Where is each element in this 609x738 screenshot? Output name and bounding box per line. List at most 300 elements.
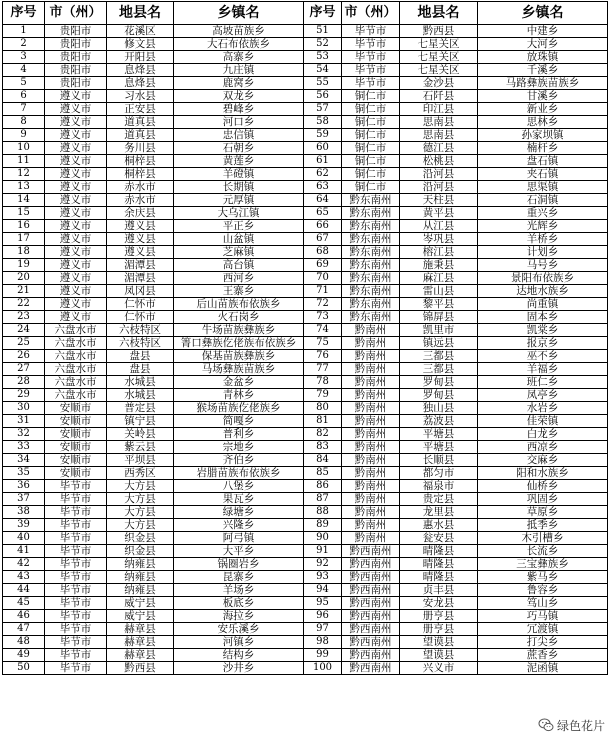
table-row (3, 532, 608, 545)
cell-county-right: 锦屏县 (400, 311, 478, 324)
cell-city-left: 六盘水市 (45, 376, 107, 389)
cell-county-right: 独山县 (400, 402, 478, 415)
cell-city-right: 毕节市 (342, 77, 400, 90)
cell-township-left: 高寨乡 (174, 51, 304, 64)
cell-township-left: 宗地乡 (174, 441, 304, 454)
cell-seq-right: 93 (304, 571, 342, 584)
cell-township-right: 紫马乡 (478, 571, 608, 584)
cell-township-right: 放珠镇 (478, 51, 608, 64)
cell-township-right: 西凉乡 (478, 441, 608, 454)
cell-city-left: 遵义市 (45, 116, 107, 129)
cell-seq-left: 23 (3, 311, 45, 324)
cell-township-left: 九庄镇 (174, 64, 304, 77)
cell-county-left: 息烽县 (107, 64, 174, 77)
table-row (3, 402, 608, 415)
cell-city-right: 黔南州 (342, 350, 400, 363)
cell-seq-left: 11 (3, 155, 45, 168)
cell-city-right: 黔西南州 (342, 636, 400, 649)
cell-city-right: 黔东南州 (342, 285, 400, 298)
cell-city-right: 黔西南州 (342, 649, 400, 662)
table-row (3, 324, 608, 337)
cell-seq-right: 82 (304, 428, 342, 441)
cell-township-right: 佳荣镇 (478, 415, 608, 428)
cell-city-left: 毕节市 (45, 662, 107, 675)
cell-seq-right: 51 (304, 25, 342, 38)
cell-county-left: 湄潭县 (107, 272, 174, 285)
cell-township-right: 达地水族乡 (478, 285, 608, 298)
cell-township-right: 鲁容乡 (478, 584, 608, 597)
cell-township-right: 石洞镇 (478, 194, 608, 207)
cell-township-left: 锅圈岩乡 (174, 558, 304, 571)
cell-seq-left: 12 (3, 168, 45, 181)
cell-city-left: 遵义市 (45, 285, 107, 298)
cell-county-right: 龙里县 (400, 506, 478, 519)
cell-seq-right: 53 (304, 51, 342, 64)
cell-township-left: 双龙乡 (174, 90, 304, 103)
cell-city-right: 黔南州 (342, 454, 400, 467)
cell-county-left: 大方县 (107, 506, 174, 519)
table-row (3, 38, 608, 51)
cell-township-right: 白龙乡 (478, 428, 608, 441)
cell-township-left: 羊场乡 (174, 584, 304, 597)
table-row (3, 350, 608, 363)
cell-township-left: 马场彝族苗族乡 (174, 363, 304, 376)
cell-township-left: 结构乡 (174, 649, 304, 662)
cell-township-right: 三宝彝族乡 (478, 558, 608, 571)
cell-city-left: 六盘水市 (45, 337, 107, 350)
cell-city-right: 铜仁市 (342, 129, 400, 142)
cell-city-right: 黔东南州 (342, 220, 400, 233)
cell-seq-left: 14 (3, 194, 45, 207)
cell-seq-left: 26 (3, 350, 45, 363)
cell-county-right: 晴隆县 (400, 558, 478, 571)
cell-seq-left: 39 (3, 519, 45, 532)
cell-township-left: 齐伯乡 (174, 454, 304, 467)
cell-seq-right: 62 (304, 168, 342, 181)
cell-city-left: 遵义市 (45, 220, 107, 233)
cell-county-right: 镇远县 (400, 337, 478, 350)
cell-county-right: 贞丰县 (400, 584, 478, 597)
cell-city-right: 毕节市 (342, 51, 400, 64)
cell-seq-left: 46 (3, 610, 45, 623)
cell-city-right: 黔西南州 (342, 545, 400, 558)
table-row (3, 207, 608, 220)
cell-seq-left: 17 (3, 233, 45, 246)
cell-township-left: 金盆乡 (174, 376, 304, 389)
cell-seq-left: 41 (3, 545, 45, 558)
cell-seq-right: 68 (304, 246, 342, 259)
cell-county-left: 遵义县 (107, 220, 174, 233)
cell-county-right: 望谟县 (400, 636, 478, 649)
cell-township-left: 山盆镇 (174, 233, 304, 246)
cell-township-right: 千溪乡 (478, 64, 608, 77)
cell-county-right: 印江县 (400, 103, 478, 116)
cell-county-right: 三都县 (400, 363, 478, 376)
table-row (3, 259, 608, 272)
cell-seq-right: 66 (304, 220, 342, 233)
cell-seq-left: 34 (3, 454, 45, 467)
cell-seq-left: 15 (3, 207, 45, 220)
cell-city-right: 黔东南州 (342, 272, 400, 285)
cell-county-left: 务川县 (107, 142, 174, 155)
cell-county-right: 德江县 (400, 142, 478, 155)
table-row (3, 415, 608, 428)
cell-township-right: 长流乡 (478, 545, 608, 558)
header-seq-right: 序号 (304, 2, 342, 25)
cell-city-right: 黔东南州 (342, 311, 400, 324)
cell-city-left: 遵义市 (45, 168, 107, 181)
cell-county-left: 道真县 (107, 129, 174, 142)
cell-city-left: 毕节市 (45, 506, 107, 519)
cell-city-right: 黔南州 (342, 376, 400, 389)
cell-city-right: 黔南州 (342, 493, 400, 506)
cell-county-left: 修文县 (107, 38, 174, 51)
cell-city-left: 毕节市 (45, 636, 107, 649)
cell-city-left: 安顺市 (45, 428, 107, 441)
table-row (3, 311, 608, 324)
cell-township-left: 普利乡 (174, 428, 304, 441)
table-row (3, 480, 608, 493)
cell-seq-left: 25 (3, 337, 45, 350)
cell-county-right: 望谟县 (400, 649, 478, 662)
cell-county-right: 册亨县 (400, 610, 478, 623)
cell-seq-left: 36 (3, 480, 45, 493)
table-row (3, 493, 608, 506)
cell-township-left: 火石岗乡 (174, 311, 304, 324)
cell-seq-right: 91 (304, 545, 342, 558)
cell-seq-left: 21 (3, 285, 45, 298)
table-row (3, 454, 608, 467)
cell-city-right: 黔南州 (342, 467, 400, 480)
cell-city-left: 毕节市 (45, 571, 107, 584)
cell-city-right: 黔南州 (342, 519, 400, 532)
cell-seq-right: 58 (304, 116, 342, 129)
cell-county-left: 遵义县 (107, 246, 174, 259)
cell-county-left: 纳雍县 (107, 584, 174, 597)
cell-seq-right: 92 (304, 558, 342, 571)
cell-city-left: 六盘水市 (45, 389, 107, 402)
cell-city-right: 毕节市 (342, 38, 400, 51)
cell-seq-right: 74 (304, 324, 342, 337)
cell-county-right: 瓮安县 (400, 532, 478, 545)
cell-city-left: 贵阳市 (45, 77, 107, 90)
cell-city-left: 毕节市 (45, 519, 107, 532)
cell-township-right: 冗渡镇 (478, 623, 608, 636)
cell-seq-left: 24 (3, 324, 45, 337)
cell-city-left: 毕节市 (45, 623, 107, 636)
cell-township-right: 盘石镇 (478, 155, 608, 168)
cell-city-left: 安顺市 (45, 402, 107, 415)
cell-county-left: 织金县 (107, 545, 174, 558)
cell-county-right: 天柱县 (400, 194, 478, 207)
cell-township-left: 河口乡 (174, 116, 304, 129)
cell-county-left: 赫章县 (107, 636, 174, 649)
cell-seq-right: 76 (304, 350, 342, 363)
cell-township-right: 抵季乡 (478, 519, 608, 532)
table-row (3, 103, 608, 116)
cell-county-left: 水城县 (107, 389, 174, 402)
cell-seq-right: 81 (304, 415, 342, 428)
cell-seq-left: 20 (3, 272, 45, 285)
cell-city-right: 黔西南州 (342, 558, 400, 571)
cell-county-left: 赫章县 (107, 623, 174, 636)
cell-township-left: 王寨乡 (174, 285, 304, 298)
table-row (3, 662, 608, 675)
table-row (3, 246, 608, 259)
cell-county-right: 榕江县 (400, 246, 478, 259)
cell-seq-left: 6 (3, 90, 45, 103)
cell-county-left: 大方县 (107, 519, 174, 532)
cell-seq-left: 4 (3, 64, 45, 77)
cell-city-right: 黔西南州 (342, 571, 400, 584)
cell-county-left: 仁怀市 (107, 298, 174, 311)
table-row (3, 597, 608, 610)
cell-township-left: 鹿窝乡 (174, 77, 304, 90)
cell-township-right: 巧马镇 (478, 610, 608, 623)
cell-county-right: 晴隆县 (400, 545, 478, 558)
cell-city-right: 黔南州 (342, 363, 400, 376)
cell-township-left: 黄莲乡 (174, 155, 304, 168)
cell-county-left: 赤水市 (107, 194, 174, 207)
table-row (3, 25, 608, 38)
cell-seq-left: 35 (3, 467, 45, 480)
cell-township-left: 石朝乡 (174, 142, 304, 155)
cell-township-left: 沙井乡 (174, 662, 304, 675)
cell-seq-right: 75 (304, 337, 342, 350)
cell-seq-left: 5 (3, 77, 45, 90)
cell-township-left: 大平乡 (174, 545, 304, 558)
cell-seq-right: 56 (304, 90, 342, 103)
cell-city-right: 黔西南州 (342, 584, 400, 597)
cell-township-left: 芝麻镇 (174, 246, 304, 259)
cell-township-left: 西河乡 (174, 272, 304, 285)
header-city-left: 市（州） (45, 2, 107, 25)
cell-county-left: 大方县 (107, 493, 174, 506)
cell-seq-right: 55 (304, 77, 342, 90)
cell-city-left: 遵义市 (45, 233, 107, 246)
cell-county-right: 长顺县 (400, 454, 478, 467)
watermark-text: 绿色花片 (556, 718, 605, 733)
cell-city-left: 遵义市 (45, 90, 107, 103)
cell-county-right: 兴义市 (400, 662, 478, 675)
cell-township-right: 思林乡 (478, 116, 608, 129)
cell-seq-right: 90 (304, 532, 342, 545)
table-row (3, 610, 608, 623)
cell-county-left: 遵义县 (107, 233, 174, 246)
cell-seq-right: 98 (304, 636, 342, 649)
cell-seq-left: 29 (3, 389, 45, 402)
cell-seq-left: 3 (3, 51, 45, 64)
table-row (3, 285, 608, 298)
table-row (3, 298, 608, 311)
table-row (3, 571, 608, 584)
cell-city-left: 遵义市 (45, 272, 107, 285)
cell-township-right: 计划乡 (478, 246, 608, 259)
cell-city-right: 黔东南州 (342, 246, 400, 259)
cell-county-left: 纳雍县 (107, 571, 174, 584)
cell-township-right: 思渠镇 (478, 181, 608, 194)
cell-township-right: 羊桥乡 (478, 233, 608, 246)
cell-township-right: 甘溪乡 (478, 90, 608, 103)
cell-city-left: 遵义市 (45, 155, 107, 168)
cell-township-left: 安乐溪乡 (174, 623, 304, 636)
cell-city-left: 毕节市 (45, 558, 107, 571)
cell-township-left: 绿塘乡 (174, 506, 304, 519)
cell-township-left: 昆寨乡 (174, 571, 304, 584)
cell-township-right: 楠杆乡 (478, 142, 608, 155)
table-row (3, 389, 608, 402)
header-seq-left: 序号 (3, 2, 45, 25)
cell-county-right: 石阡县 (400, 90, 478, 103)
cell-seq-right: 72 (304, 298, 342, 311)
cell-seq-right: 73 (304, 311, 342, 324)
cell-township-right: 水岩乡 (478, 402, 608, 415)
cell-county-left: 桐梓县 (107, 168, 174, 181)
table-row (3, 558, 608, 571)
cell-county-left: 六枝特区 (107, 324, 174, 337)
table-row (3, 584, 608, 597)
cell-county-left: 凤冈县 (107, 285, 174, 298)
cell-township-left: 河镇乡 (174, 636, 304, 649)
header-city-right: 市（州） (342, 2, 400, 25)
cell-township-right: 固本乡 (478, 311, 608, 324)
table-row (3, 64, 608, 77)
cell-township-left: 元厚镇 (174, 194, 304, 207)
cell-county-left: 六枝特区 (107, 337, 174, 350)
table-row (3, 194, 608, 207)
cell-city-right: 毕节市 (342, 25, 400, 38)
cell-township-left: 后山苗族布依族乡 (174, 298, 304, 311)
cell-township-right: 报京乡 (478, 337, 608, 350)
cell-county-left: 湄潭县 (107, 259, 174, 272)
cell-seq-right: 59 (304, 129, 342, 142)
cell-city-left: 毕节市 (45, 584, 107, 597)
cell-seq-right: 69 (304, 259, 342, 272)
cell-seq-right: 88 (304, 506, 342, 519)
cell-county-right: 福泉市 (400, 480, 478, 493)
cell-seq-left: 44 (3, 584, 45, 597)
cell-county-left: 西秀区 (107, 467, 174, 480)
cell-township-right: 重兴乡 (478, 207, 608, 220)
cell-county-left: 紫云县 (107, 441, 174, 454)
cell-county-right: 平塘县 (400, 441, 478, 454)
table-row (3, 649, 608, 662)
cell-county-right: 雷山县 (400, 285, 478, 298)
cell-county-right: 都匀市 (400, 467, 478, 480)
header-township-left: 乡镇名 (174, 2, 304, 25)
cell-township-left: 猴场苗族仡佬族乡 (174, 402, 304, 415)
cell-seq-left: 33 (3, 441, 45, 454)
header-county-left: 地县名 (107, 2, 174, 25)
cell-city-right: 毕节市 (342, 64, 400, 77)
cell-county-right: 松桃县 (400, 155, 478, 168)
table-row (3, 519, 608, 532)
cell-seq-left: 27 (3, 363, 45, 376)
cell-seq-right: 94 (304, 584, 342, 597)
cell-seq-right: 64 (304, 194, 342, 207)
cell-seq-left: 13 (3, 181, 45, 194)
cell-city-left: 毕节市 (45, 610, 107, 623)
table-row (3, 77, 608, 90)
cell-township-right: 中建乡 (478, 25, 608, 38)
cell-township-left: 箐口彝族仡佬族布依族乡 (174, 337, 304, 350)
cell-township-left: 兴隆乡 (174, 519, 304, 532)
cell-seq-left: 18 (3, 246, 45, 259)
cell-city-right: 黔南州 (342, 337, 400, 350)
table-body (3, 25, 608, 675)
cell-city-right: 黔东南州 (342, 194, 400, 207)
cell-township-right: 交麻乡 (478, 454, 608, 467)
cell-city-left: 贵阳市 (45, 25, 107, 38)
cell-county-left: 威宁县 (107, 610, 174, 623)
header-row (3, 2, 608, 25)
cell-city-left: 安顺市 (45, 467, 107, 480)
header-county-right: 地县名 (400, 2, 478, 25)
cell-county-right: 七星关区 (400, 51, 478, 64)
cell-city-right: 铜仁市 (342, 116, 400, 129)
watermark (538, 716, 605, 734)
cell-seq-left: 2 (3, 38, 45, 51)
cell-city-right: 铜仁市 (342, 168, 400, 181)
cell-city-left: 遵义市 (45, 311, 107, 324)
cell-seq-right: 85 (304, 467, 342, 480)
cell-seq-left: 50 (3, 662, 45, 675)
cell-city-right: 铜仁市 (342, 181, 400, 194)
wechat-logo-icon (538, 717, 554, 733)
cell-seq-left: 30 (3, 402, 45, 415)
cell-city-left: 遵义市 (45, 207, 107, 220)
cell-seq-right: 95 (304, 597, 342, 610)
cell-city-left: 遵义市 (45, 103, 107, 116)
cell-city-left: 毕节市 (45, 480, 107, 493)
cell-seq-left: 48 (3, 636, 45, 649)
township-table (2, 1, 608, 675)
cell-seq-right: 86 (304, 480, 342, 493)
cell-township-right: 新业乡 (478, 103, 608, 116)
cell-county-left: 开阳县 (107, 51, 174, 64)
cell-township-left: 牛场苗族彝族乡 (174, 324, 304, 337)
cell-county-left: 道真县 (107, 116, 174, 129)
cell-county-left: 大方县 (107, 480, 174, 493)
cell-city-left: 遵义市 (45, 298, 107, 311)
cell-county-left: 赤水市 (107, 181, 174, 194)
cell-township-left: 简嘎乡 (174, 415, 304, 428)
cell-city-right: 黔西南州 (342, 662, 400, 675)
cell-city-right: 黔南州 (342, 428, 400, 441)
cell-city-right: 黔南州 (342, 389, 400, 402)
cell-township-right: 夹石镇 (478, 168, 608, 181)
table-row (3, 272, 608, 285)
table-row (3, 233, 608, 246)
cell-township-left: 长期镇 (174, 181, 304, 194)
cell-township-right: 马号乡 (478, 259, 608, 272)
cell-county-left: 织金县 (107, 532, 174, 545)
cell-township-right: 巩固乡 (478, 493, 608, 506)
cell-county-right: 惠水县 (400, 519, 478, 532)
cell-township-left: 羊磴镇 (174, 168, 304, 181)
cell-township-right: 打尖乡 (478, 636, 608, 649)
cell-city-left: 贵阳市 (45, 64, 107, 77)
cell-township-left: 平正乡 (174, 220, 304, 233)
cell-county-left: 普定县 (107, 402, 174, 415)
cell-city-right: 黔南州 (342, 324, 400, 337)
cell-township-left: 高台镇 (174, 259, 304, 272)
cell-seq-left: 38 (3, 506, 45, 519)
cell-seq-right: 89 (304, 519, 342, 532)
cell-city-right: 黔东南州 (342, 298, 400, 311)
cell-seq-right: 54 (304, 64, 342, 77)
cell-seq-left: 1 (3, 25, 45, 38)
